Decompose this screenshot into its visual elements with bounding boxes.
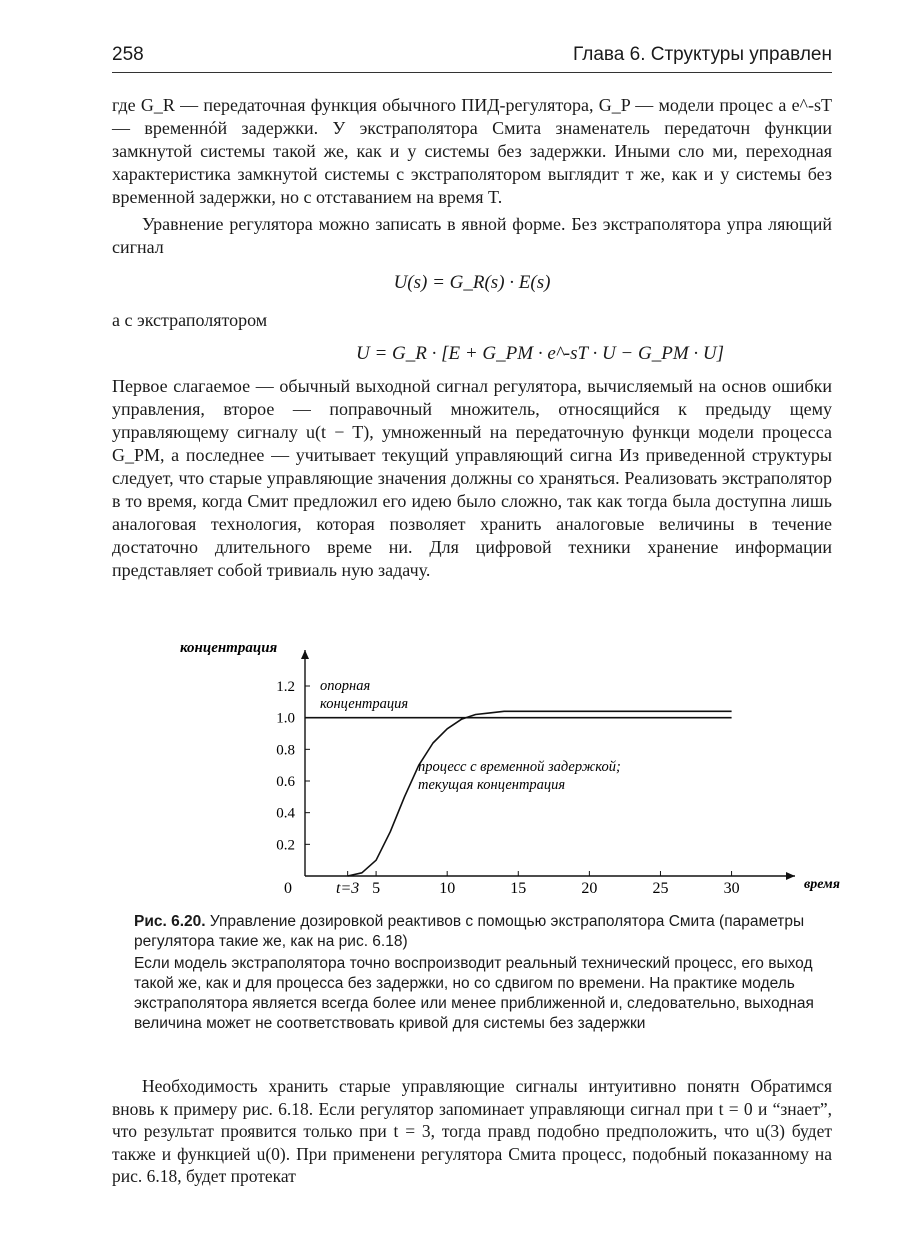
y-tick-label: 0.2 bbox=[276, 837, 295, 854]
caption-label: Рис. 6.20. bbox=[134, 913, 206, 930]
y-axis-label: концентрация bbox=[180, 640, 278, 656]
annotation-reference: концентрация bbox=[320, 696, 409, 712]
x-tick-label: 25 bbox=[652, 880, 669, 897]
x-tick-label: 15 bbox=[510, 880, 527, 897]
page-number: 258 bbox=[112, 44, 144, 65]
figure-caption bbox=[134, 912, 829, 1034]
equation-regulator: U(s) = G_R(s) · E(s) bbox=[393, 272, 551, 293]
paragraph-intro: где G_R — передаточная функция обычного ПИД-регулятора, G_P — модели процес а e^-sT — временнóй задержки. У экстраполятора Смита знаменатель передаточн функции замкнутой системы такой же, как и у системы без задержки. Иными сло ми, переходная характеристика замкнутой системы с экстраполятором выглядит т же, как и у системы без временной задержки, но с отставанием на время T. bbox=[112, 95, 832, 207]
y-tick-label: 1.2 bbox=[276, 679, 295, 695]
header-rule bbox=[112, 72, 832, 73]
y-tick-label: 0.6 bbox=[276, 774, 295, 790]
chart-lines bbox=[305, 711, 732, 876]
chart-labels bbox=[180, 640, 840, 892]
annotation-reference: опорная bbox=[320, 678, 371, 694]
caption-text: Управление дозировкой реактивов с помощью экстраполятора Смита (параметры регулятора такие же, как на рис. 6.18) bbox=[134, 913, 805, 950]
paragraph-equation-lead: Уравнение регулятора можно записать в явной форме. Без экстраполятора упра ляющий сигнал bbox=[112, 214, 832, 257]
x-axis-arrow bbox=[786, 872, 795, 880]
y-tick-label: 0.8 bbox=[276, 742, 295, 759]
chapter-title: Глава 6. Структуры управлен bbox=[573, 44, 832, 65]
equation-extrapolator: U = G_R · [E + G_PM · e^-sT · U − G_PM · U] bbox=[355, 343, 725, 364]
figure-6-20-chart bbox=[160, 628, 840, 900]
annotation-process: процесс с временной задержкой; bbox=[418, 759, 621, 775]
caption-note: Если модель экстраполятора точно воспроизводит реальный технический процесс, его выход такой же, как и для процесса без задержки, но со сдвигом по времени. На практике модель экстраполятора является всегда более или менее приближенной и, следовательно, выходная величина может не соответствовать кривой для системы без задержки bbox=[134, 955, 814, 1032]
x-tick-label: 30 bbox=[723, 880, 740, 897]
x-axis-label: время bbox=[804, 877, 840, 892]
x-tick-label: 5 bbox=[372, 880, 381, 897]
x-tick-label: 20 bbox=[581, 880, 598, 897]
paragraph-explanation: Первое слагаемое — обычный выходной сигнал регулятора, вычисляемый на основ ошибки управления, второе — поправочный множитель, относящийся к предыду щему управляющему сигналу u(t − T), умноженный на передаточную функци модели процесса G_PM, а последнее — учитывает текущий управляющий сигна Из приведенной структуры следует, что старые управляющие значения должны со храняться. Реализовать экстраполятор в то время, когда Смит предложил его идею было сложно, так как тогда была доступна лишь аналоговая технология, которая позволяет хранить аналоговые величины в течение достаточно длительного време ни. Для цифровой техники хранение информации представляет собой тривиаль ную задачу. bbox=[112, 376, 832, 580]
x-tick-label: t=3 bbox=[336, 880, 360, 897]
x-tick-label: 10 bbox=[439, 880, 456, 897]
y-tick-label: 1.0 bbox=[276, 710, 295, 727]
annotation-process: текущая концентрация bbox=[418, 777, 566, 793]
y-tick-label: 0.4 bbox=[276, 805, 295, 822]
x-tick-label: 0 bbox=[284, 880, 292, 897]
running-head bbox=[112, 38, 832, 74]
series-process-curve bbox=[348, 711, 732, 876]
equation-lead-extrapolator: а с экстраполятором bbox=[112, 310, 268, 330]
paragraph-closing: Необходимость хранить старые управляющие сигналы интуитивно понятн Обратимся вновь к примеру рис. 6.18. Если регулятор запоминает управляющи сигнал при t = 0 и “знает”, что результат проявится только при t = 3, тогда правд подобно предположить, что u(3) будет также и функцией u(0). При применени регулятора Смита процесс, подобный показанному на рис. 6.18, будет протекат bbox=[112, 1076, 832, 1186]
y-axis-arrow bbox=[301, 650, 309, 659]
chart-svg bbox=[160, 628, 840, 900]
